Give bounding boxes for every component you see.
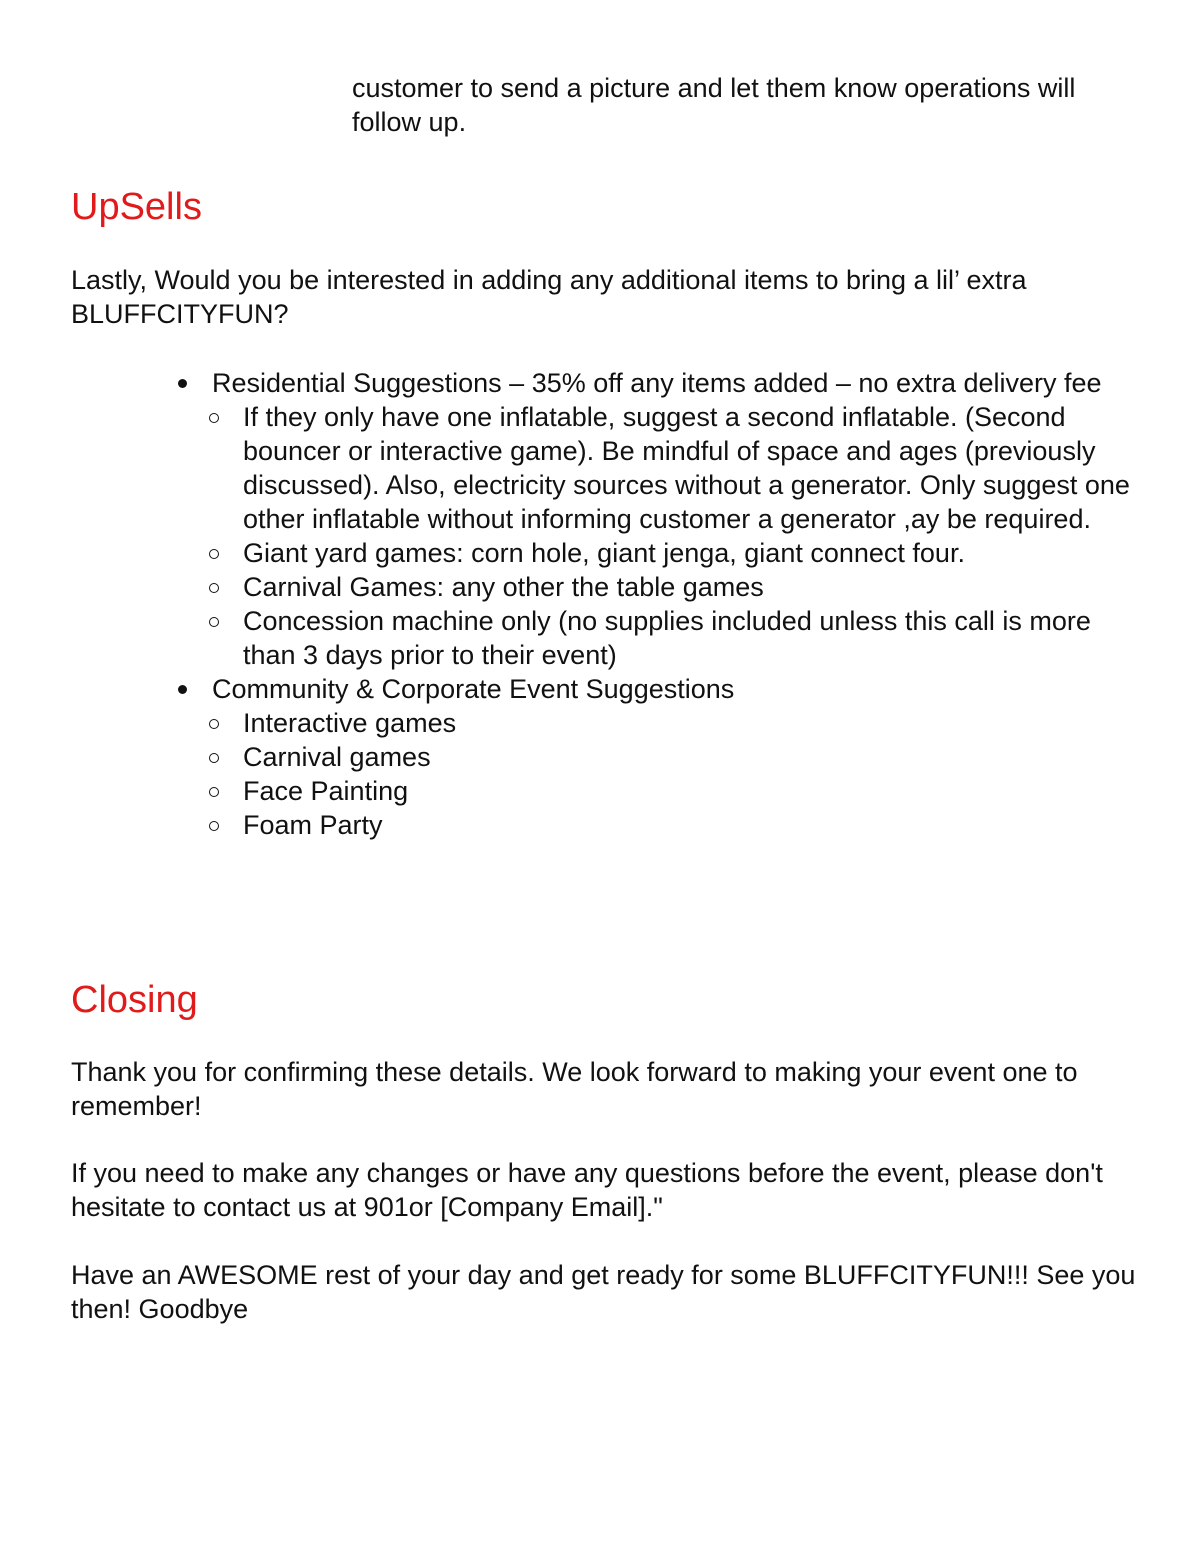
hollow-bullet-icon [209,413,219,423]
sub-list-item [172,400,1132,536]
list-item [172,366,1132,672]
hollow-bullet-icon [209,821,219,831]
upsells-heading: UpSells [71,186,202,228]
upsells-list [172,366,1132,842]
list-item-label: Residential Suggestions – 35% off any items added – no extra delivery fee [212,368,1102,398]
sub-list-item-label: Giant yard games: corn hole, giant jenga, giant connect four. [243,538,965,568]
sub-list-item [172,808,1132,842]
sub-list-item-label: Concession machine only (no supplies included unless this call is more than 3 days prior to their event) [243,606,1091,670]
closing-paragraph-goodbye: Have an AWESOME rest of your day and get ready for some BLUFFCITYFUN!!! See you then! Goodbye [71,1260,1136,1324]
hollow-bullet-icon [209,753,219,763]
hollow-bullet-icon [209,719,219,729]
list-item [172,672,1132,842]
hollow-bullet-icon [209,549,219,559]
sub-list-item-label: Face Painting [243,776,409,806]
residential-sub-list [212,400,1132,672]
hollow-bullet-icon [209,787,219,797]
sub-list-item [172,570,1132,604]
upsells-intro-paragraph: Lastly, Would you be interested in adding any additional items to bring a lil’ extra BLUFFCITYFUN? [71,265,1027,329]
sub-list-item [172,604,1132,672]
sub-list-item [172,706,1132,740]
closing-heading: Closing [71,979,198,1021]
sub-list-item-label: If they only have one inflatable, suggest a second inflatable. (Second bouncer or interactive game). Be mindful of space and ages (previously discussed). Also, electricity sources without a generator. Only suggest one other inflatable without informing customer a generator ,ay be required. [243,402,1130,534]
hollow-bullet-icon [209,617,219,627]
corporate-sub-list [212,706,1132,842]
sub-list-item [172,536,1132,570]
sub-list-item-label: Foam Party [243,810,383,840]
sub-list-item-label: Interactive games [243,708,457,738]
bullet-icon [178,685,187,694]
continuation-paragraph: customer to send a picture and let them know operations will follow up. [352,73,1076,137]
sub-list-item-label: Carnival games [243,742,431,772]
sub-list-item [172,774,1132,808]
sub-list-item-label: Carnival Games: any other the table games [243,572,764,602]
list-item-label: Community & Corporate Event Suggestions [212,674,735,704]
bullet-icon [178,379,187,388]
hollow-bullet-icon [209,583,219,593]
closing-paragraph-thanks: Thank you for confirming these details. We look forward to making your event one to remember! [71,1057,1078,1121]
sub-list-item [172,740,1132,774]
closing-paragraph-contact: If you need to make any changes or have any questions before the event, please don't hesitate to contact us at 901or [Company Email]." [71,1158,1103,1222]
